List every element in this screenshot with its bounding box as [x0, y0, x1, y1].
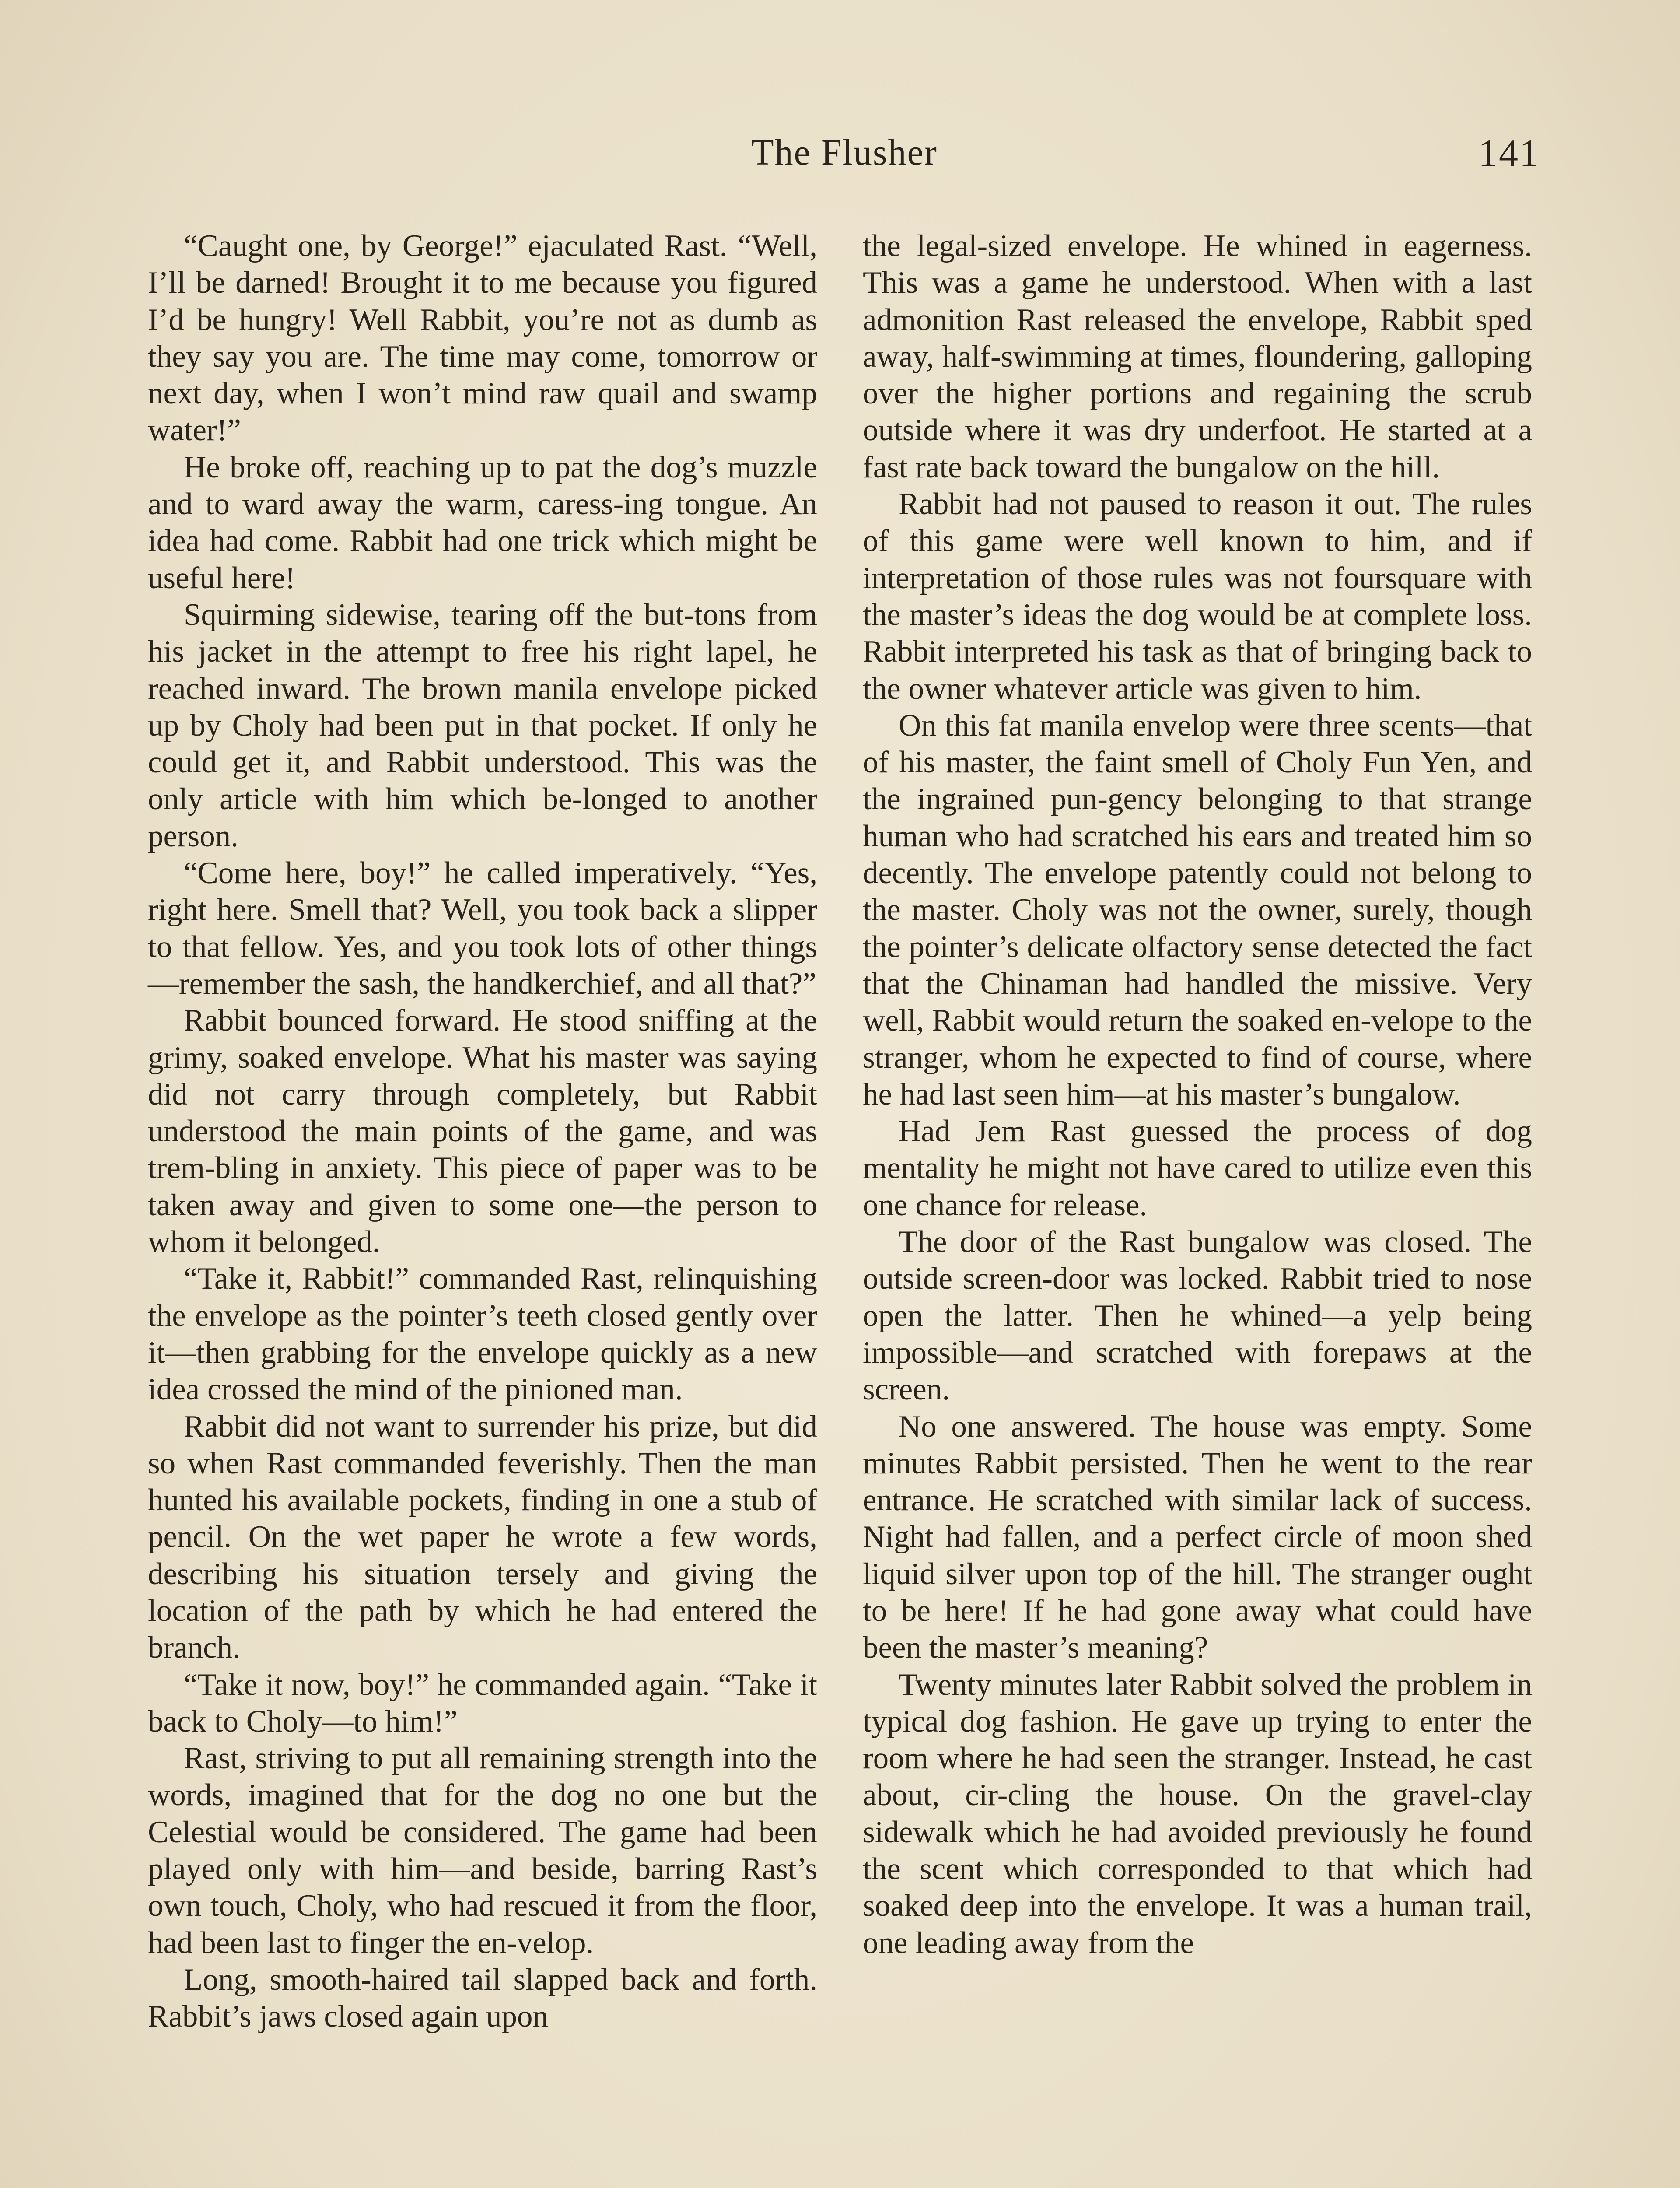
paragraph: Rabbit had not paused to reason it out. The rules of this game were well known to him, and if interpretation of those rules was not foursquare with the master’s ideas the dog would be at complete loss. Rabbit interpreted his task as that of bringing back to the owner whatever article was given to him.	[863, 487, 1532, 706]
paragraph: “Take it, Rabbit!” commanded Rast, relinquishing the envelope as the pointer’s teeth closed gently over it—then grabbing for the envelope quickly as a new idea crossed the mind of the pinioned man.	[148, 1262, 817, 1407]
paragraph: He broke off, reaching up to pat the dog’s muzzle and to ward away the warm, caress-ing tongue. An idea had come. Rabbit had one trick which might be useful here!	[148, 450, 817, 595]
left-column	[148, 228, 817, 2035]
paragraph: Twenty minutes later Rabbit solved the problem in typical dog fashion. He gave up trying to enter the room where he had seen the stranger. Instead, he cast about, cir-cling the house. On the gravel-clay sidewalk which he had avoided previously he found the scent which corresponded to that which had soaked deep into the envelope. It was a human trail, one leading away from the	[863, 1667, 1532, 1960]
paragraph: Rabbit bounced forward. He stood sniffing at the grimy, soaked envelope. What his master was saying did not carry through completely, but Rabbit understood the main points of the game, and was trem-bling in anxiety. This piece of paper was to be taken away and given to some one—the person to whom it belonged.	[148, 1003, 817, 1259]
paragraph: No one answered. The house was empty. Some minutes Rabbit persisted. Then he went to the rear entrance. He scratched with similar lack of success. Night had fallen, and a perfect circle of moon shed liquid silver upon top of the hill. The stranger ought to be here! If he had gone away what could have been the master’s meaning?	[863, 1409, 1532, 1665]
page-number: 141	[1478, 132, 1540, 175]
running-title: The Flusher	[751, 132, 938, 173]
paragraph: Had Jem Rast guessed the process of dog mentality he might not have cared to utilize even this one chance for release.	[863, 1114, 1532, 1222]
paragraph: “Take it now, boy!” he commanded again. “Take it back to Choly—to him!”	[148, 1667, 817, 1739]
paragraph: Long, smooth-haired tail slapped back and forth. Rabbit’s jaws closed again upon	[148, 1962, 817, 2034]
paragraph: “Caught one, by George!” ejaculated Rast. “Well, I’ll be darned! Brought it to me because you figured I’d be hungry! Well Rabbit, you’re not as dumb as they say you are. The time may come, tomorrow or next day, when I won’t mind raw quail and swamp water!”	[148, 229, 817, 448]
paragraph: “Come here, boy!” he called imperatively. “Yes, right here. Smell that? Well, you took back a slipper to that fellow. Yes, and you took lots of other things—remember the sash, the handkerchief, and all that?”	[148, 856, 817, 1001]
paragraph: Rabbit did not want to surrender his prize, but did so when Rast commanded feverishly. Then the man hunted his available pockets, finding in one a stub of pencil. On the wet paper he wrote a few words, describing his situation tersely and giving the location of the path by which he had entered the branch.	[148, 1409, 817, 1665]
right-column	[863, 228, 1532, 1961]
paragraph: The door of the Rast bungalow was closed. The outside screen-door was locked. Rabbit tried to nose open the latter. Then he whined—a yelp being impossible—and scratched with forepaws at the screen.	[863, 1225, 1532, 1407]
paragraph: On this fat manila envelop were three scents—that of his master, the faint smell of Choly Fun Yen, and the ingrained pun-gency belonging to that strange human who had scratched his ears and treated him so decently. The envelope patently could not belong to the master. Choly was not the owner, surely, though the pointer’s delicate olfactory sense detected the fact that the Chinaman had handled the missive. Very well, Rabbit would return the soaked en-velope to the stranger, whom he expected to find of course, where he had last seen him—at his master’s bungalow.	[863, 708, 1532, 1112]
paragraph: the legal-sized envelope. He whined in eagerness. This was a game he understood. When with a last admonition Rast released the envelope, Rabbit sped away, half-swimming at times, floundering, galloping over the higher portions and regaining the scrub outside where it was dry underfoot. He started at a fast rate back toward the bungalow on the hill.	[863, 229, 1532, 484]
paragraph: Squirming sidewise, tearing off the but-tons from his jacket in the attempt to free his right lapel, he reached inward. The brown manila envelope picked up by Choly had been put in that pocket. If only he could get it, and Rabbit understood. This was the only article with him which be-longed to another person.	[148, 597, 817, 853]
paragraph: Rast, striving to put all remaining strength into the words, imagined that for the dog no one but the Celestial would be considered. The game had been played only with him—and beside, barring Rast’s own touch, Choly, who had rescued it from the floor, had been last to finger the en-velop.	[148, 1741, 817, 1960]
page-header	[149, 131, 1540, 188]
